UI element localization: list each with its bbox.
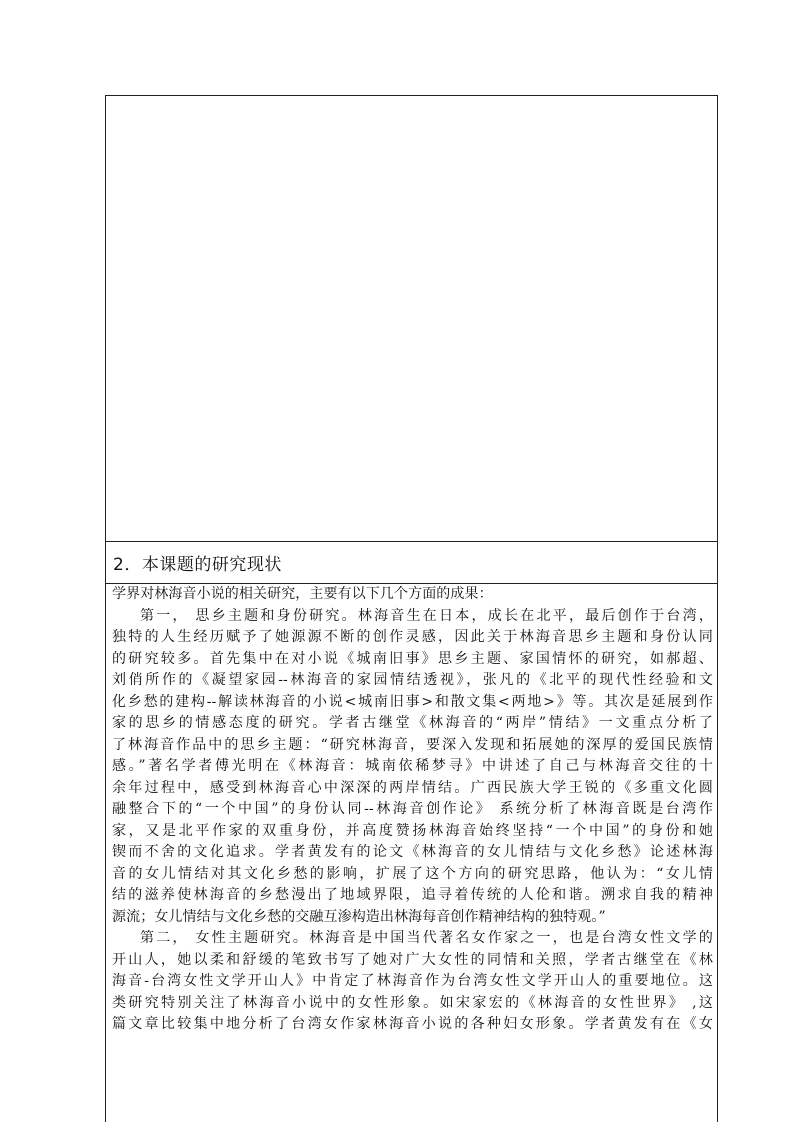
text-line: 的研究较多。首先集中在对小说《城南旧事》思乡主题、家国情怀的研究，如郝超、: [112, 650, 713, 667]
text-line: 了林海音作品中的思乡主题：“研究林海音，要深入发现和拓展她的深厚的爱国民族情: [112, 736, 713, 753]
text-line: 源流；女儿情结与文化乡愁的交融互渗构造出林海每音创作精神结构的独特观。”: [112, 908, 606, 925]
text-line: 感。”著名学者傅光明在《林海音：城南依稀梦寻》中讲述了自己与林海音交往的十: [112, 758, 713, 774]
text-line: 第二， 女性主题研究。林海音是中国当代著名女作家之一，也是台湾女性文学的: [140, 930, 713, 946]
text-line: 结的滋养使林海音的乡愁漫出了地域界限，追寻着传统的人伦和谐。溯求自我的精神: [112, 887, 713, 903]
section-body: [106, 584, 717, 1122]
blank-table-cell: [106, 96, 717, 542]
text-line: 第一， 思乡主题和身份研究。林海音生在日本，成长在北平，最后创作于台湾，: [140, 607, 713, 624]
text-line: 家的思乡的情感态度的研究。学者古继堂《林海音的“两岸”情结》一文重点分析了: [112, 715, 713, 731]
text-line: 余年过程中，感受到林海音心中深深的两岸情结。广西民族大学王锐的《多重文化圆: [112, 779, 713, 796]
section-heading: 2．本课题的研究现状: [113, 555, 282, 575]
text-line: 家，又是北平作家的双重身份，并高度赞扬林海音始终坚持“一个中国”的身份和她: [112, 822, 713, 839]
text-line: 锲而不舍的文化追求。学者黄发有的论文《林海音的女儿情结与文化乡愁》论述林海: [112, 844, 713, 860]
text-line: 融整合下的“一个中国”的身份认同--林海音创作论》 系统分析了林海音既是台湾作: [112, 801, 713, 817]
text-line: 独特的人生经历赋予了她源源不断的创作灵感，因此关于林海音思乡主题和身份认同: [112, 629, 713, 645]
text-line: 刘俏所作的《凝望家园--林海音的家园情结透视》，张凡的《北平的现代性经验和文: [112, 672, 713, 688]
text-line: 音的女儿情结对其文化乡愁的影响，扩展了这个方向的研究思路，他认为：“女儿情: [112, 865, 713, 882]
text-line: 类研究特别关注了林海音小说中的女性形象。如宋家宏的《林海音的女性世界》 ,这: [112, 994, 713, 1011]
section-heading-cell: [106, 542, 717, 584]
text-line: 开山人，她以柔和舒缓的笔致书写了她对广大女性的同情和关照，学者古继堂在《林: [112, 951, 713, 968]
text-line: 化乡愁的建构--解读林海音的小说<城南旧事>和散文集<两地>》等。其次是延展到作: [112, 693, 713, 710]
text-line: 学界对林海音小说的相关研究，主要有以下几个方面的成果：: [112, 586, 493, 602]
text-line: 篇文章比较集中地分析了台湾女作家林海音小说的各种妇女形象。学者黄发有在《女: [112, 1016, 713, 1032]
text-line: 海音-台湾女性文学开山人》中肯定了林海音作为台湾女性文学开山人的重要地位。这: [112, 973, 713, 989]
research-form-table: [105, 95, 718, 1122]
